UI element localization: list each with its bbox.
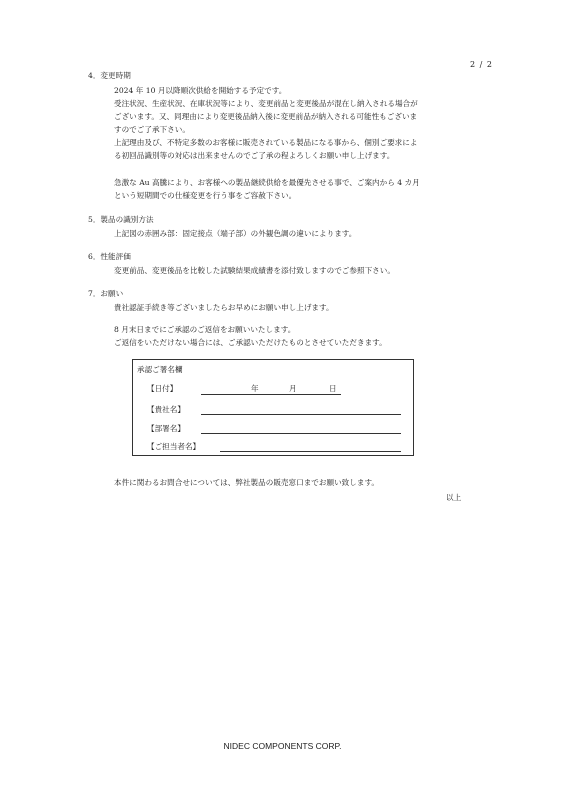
section-7-title: 7．お願い bbox=[88, 289, 124, 298]
text-line: 上記図の赤囲み部：固定接点（端子部）の外観色調の違いによります。 bbox=[114, 229, 357, 238]
section-6-paragraph bbox=[114, 264, 494, 277]
section-4-paragraph-1 bbox=[114, 84, 494, 162]
text-line: 受注状況、生産状況、在庫状況等により、変更前品と変更後品が混在し納入される場合が bbox=[114, 99, 418, 108]
department-field[interactable] bbox=[201, 433, 401, 434]
company-label: 【貴社名】 bbox=[147, 405, 185, 414]
department-label: 【部署名】 bbox=[147, 424, 185, 433]
page-number: 2 / 2 bbox=[470, 60, 493, 69]
section-7-paragraph-1 bbox=[114, 301, 494, 314]
text-line: ございます。又、同理由により変更後品納入後に変更前品が納入される可能性もございま bbox=[114, 112, 418, 121]
date-field[interactable] bbox=[201, 394, 341, 395]
text-line: 貴社認証手続き等ございましたらお早めにお願い申し上げます。 bbox=[114, 303, 334, 312]
section-6-title: 6．性能評価 bbox=[88, 252, 131, 261]
text-line: 2024 年 10 月以降順次供給を開始する予定です。 bbox=[114, 86, 287, 95]
text-line: という短期間での仕様変更を行う事をご容赦下さい。 bbox=[114, 191, 297, 200]
date-label: 【日付】 bbox=[147, 384, 178, 393]
company-footer: NIDEC COMPONENTS CORP. bbox=[223, 741, 342, 751]
text-line: 変更前品、変更後品を比較した試験結果成績書を添付致しますのでご参照下さい。 bbox=[114, 266, 395, 275]
section-4-title: 4．変更時期 bbox=[88, 71, 131, 80]
person-field[interactable] bbox=[220, 451, 401, 452]
department-row bbox=[147, 422, 185, 435]
date-row bbox=[147, 382, 177, 395]
person-row bbox=[147, 440, 200, 453]
section-5-title: 5．製品の識別方法 bbox=[88, 215, 154, 224]
section-4-paragraph-2 bbox=[114, 176, 494, 202]
text-line: 上記理由及び、不特定多数のお客様に販売されている製品になる事から、個別ご要求によ bbox=[114, 138, 418, 147]
section-7-paragraph-2 bbox=[114, 323, 494, 349]
text-line: る初回品識別等の対応は出来ませんのでご了承の程よろしくお願い申し上げます。 bbox=[114, 151, 395, 160]
month-label: 月 bbox=[289, 384, 297, 393]
company-field[interactable] bbox=[201, 414, 401, 415]
closing-text: 本件に関わるお問合せについては、弊社製品の販売窓口までお願い致します。 bbox=[114, 478, 380, 487]
signature-box-title: 承認ご署名欄 bbox=[137, 365, 183, 374]
signature-box bbox=[132, 359, 414, 456]
day-label: 日 bbox=[329, 384, 337, 393]
company-row bbox=[147, 403, 185, 416]
year-label: 年 bbox=[251, 384, 259, 393]
closing-ijo: 以上 bbox=[446, 493, 462, 502]
person-label: 【ご担当者名】 bbox=[147, 442, 201, 451]
section-5-paragraph bbox=[114, 227, 494, 240]
text-line: すのでご了承下さい。 bbox=[114, 125, 190, 134]
text-line: 急激な Au 高騰により、お客様への製品継続供給を最優先させる事で、ご案内から 4 カ月 bbox=[114, 178, 420, 187]
text-line: 8 月末日までにご承認のご返信をお願いいたします。 bbox=[114, 325, 296, 334]
text-line: ご返信をいただけない場合には、ご承認いただけたものとさせていただきます。 bbox=[114, 338, 387, 347]
